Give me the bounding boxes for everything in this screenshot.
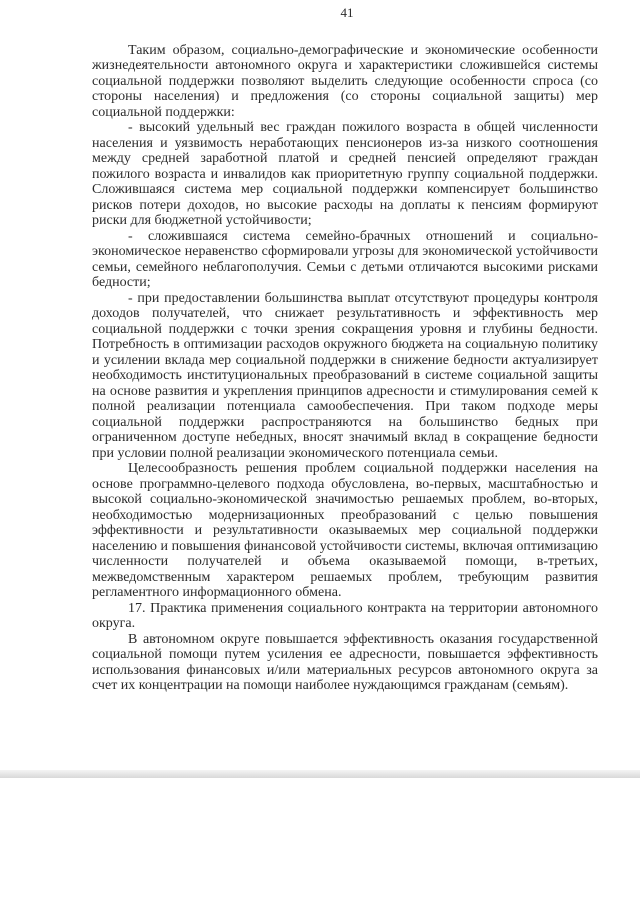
- document-page: [92, 0, 598, 694]
- section-heading-social-contract: 17. Практика применения социального контракта на территории автономного округа.: [92, 600, 598, 631]
- paragraph-elderly-support: - высокий удельный вес граждан пожилого возраста в общей численности населения и уязвимость неработающих пенсионеров из-за низкого соотношения между средней заработной платой и средней пенсией определяют граждан пожилого возраста и инвалидов как приоритетную группу социальной поддержки. Сложившаяся система мер социальной поддержки компенсирует большинство рисков потери доходов, но высокие расходы на доплаты к пенсиям формируют риски для бюджетной устойчивости;: [92, 120, 598, 228]
- page-number: 41: [340, 5, 354, 20]
- paragraph-family-risks: - сложившаяся система семейно-брачных отношений и социально-экономическое неравенство сформировали угрозы для экономической устойчивости семьи, семейного неблагополучия. Семьи с детьми отличаются высокими рисками бедности;: [92, 228, 598, 290]
- paragraph-intro: Таким образом, социально-демографические и экономические особенности жизнедеятельности автономного округа и характеристики сложившейся системы социальной поддержки позволяют выделить следующие особенности спроса (со стороны населения) и предложения (со стороны социальной защиты) мер социальной поддержки:: [92, 42, 598, 120]
- paragraph-income-control: - при предоставлении большинства выплат отсутствуют процедуры контроля доходов получателей, что снижает результативность и эффективность мер социальной поддержки с точки зрения сокращения уровня и глубины бедности. Потребность в оптимизации расходов окружного бюджета на социальную политику и усилении вклада мер социальной поддержки в снижение бедности актуализирует необходимость институциональных преобразований в системе социальной защиты на основе развития и укрепления принципов адресности и стимулирования семей к полной реализации потенциала самообеспечения. При таком подходе меры социальной поддержки распространяются на большинство бедных при ограниченном доступе небедных, вносят значимый вклад в сокращение бедности при условии полной реализации экономического потенциала семьи.: [92, 290, 598, 461]
- scan-edge: [0, 770, 640, 778]
- paragraph-social-assistance: В автономном округе повышается эффективность оказания государственной социальной помощи путем усиления ее адресности, повышается эффективность использования финансовых и/или материальных ресурсов автономного округа за счет их концентрации на помощи наиболее нуждающимся гражданам (семьям).: [92, 631, 598, 693]
- paragraph-program-approach: Целесообразность решения проблем социальной поддержки населения на основе программно-целевого подхода обусловлена, во-первых, масштабностью и высокой социально-экономической значимостью решаемых проблем, во-вторых, необходимостью модернизационных преобразований с целью повышения эффективности и результативности оказываемых мер социальной поддержки населению и повышения финансовой устойчивости системы, включая оптимизацию численности получателей и объема оказываемой помощи, в-третьих, межведомственным характером решаемых проблем, требующим развития регламентного информационного обмена.: [92, 461, 598, 600]
